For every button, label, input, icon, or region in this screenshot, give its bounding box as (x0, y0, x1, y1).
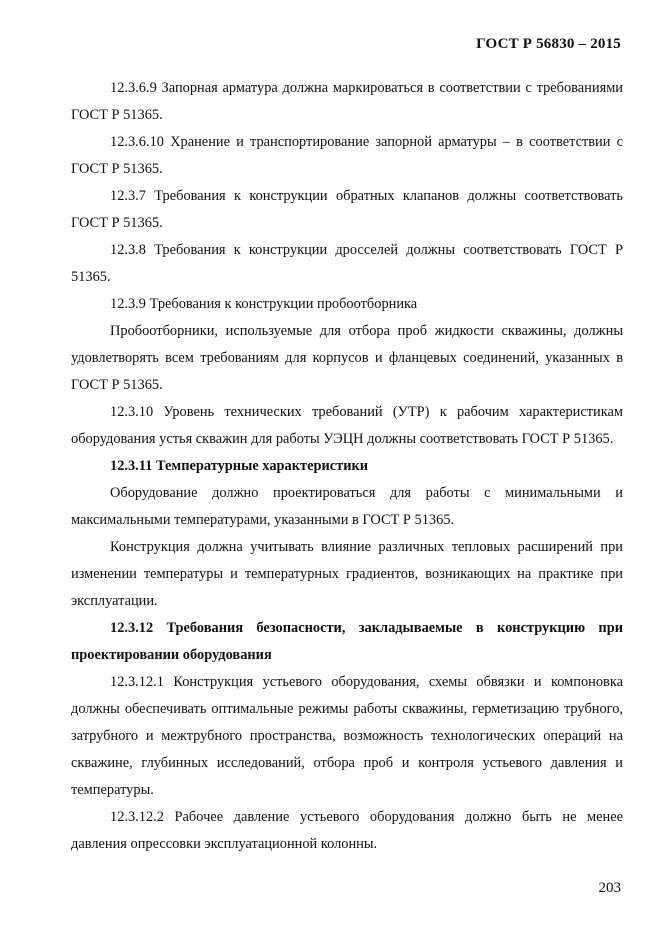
section-heading-12-3-11: 12.3.11 Температурные характеристики (110, 458, 369, 474)
paragraph-12-3-6-10: 12.3.6.10 Хранение и транспортирование запорной арматуры – в соответствии с ГОСТ Р 51365. (71, 134, 623, 177)
paragraph-12-3-12-2: 12.3.12.2 Рабочее давление устьевого оборудования должно быть не менее давления опрессовки эксплуатационной колонны. (71, 809, 623, 852)
document-body (71, 75, 623, 858)
paragraph-12-3-8: 12.3.8 Требования к конструкции дросселей должны соответствовать ГОСТ Р 51365. (71, 242, 623, 285)
document-header: ГОСТ Р 56830 – 2015 (476, 36, 621, 52)
paragraph-sampler-requirements: Пробоотборники, используемые для отбора проб жидкости скважины, должны удовлетворять всем требованиям для корпусов и фланцевых соединений, указанных в ГОСТ Р 51365. (71, 323, 623, 393)
paragraph-12-3-9: 12.3.9 Требования к конструкции пробоотборника (110, 296, 418, 312)
paragraph-12-3-10: 12.3.10 Уровень технических требований (УТР) к рабочим характеристикам оборудования устья скважин для работы УЭЦН должны соответствовать ГОСТ Р 51365. (71, 404, 623, 447)
paragraph-12-3-6-9: 12.3.6.9 Запорная арматура должна маркироваться в соответствии с требованиями ГОСТ Р 51365. (71, 80, 623, 123)
page-number: 203 (598, 880, 621, 896)
paragraph-12-3-7: 12.3.7 Требования к конструкции обратных клапанов должны соответствовать ГОСТ Р 51365. (71, 188, 623, 231)
paragraph-12-3-12-1: 12.3.12.1 Конструкция устьевого оборудования, схемы обвязки и компоновка должны обеспечивать оптимальные режимы работы скважины, герметизацию трубного, затрубного и межтрубного пространства, возможность технологических операций на скважине, глубинных исследований, отбора проб и контроля устьевого давления и температуры. (71, 674, 623, 798)
paragraph-temperature-design: Оборудование должно проектироваться для работы с минимальными и максимальными температурами, указанными в ГОСТ Р 51365. (71, 485, 623, 528)
paragraph-thermal-expansion: Конструкция должна учитывать влияние различных тепловых расширений при изменении температуры и температурных градиентов, возникающих на практике при эксплуатации. (71, 539, 623, 609)
section-heading-12-3-12: 12.3.12 Требования безопасности, закладываемые в конструкцию при проектировании оборудования (71, 620, 623, 663)
